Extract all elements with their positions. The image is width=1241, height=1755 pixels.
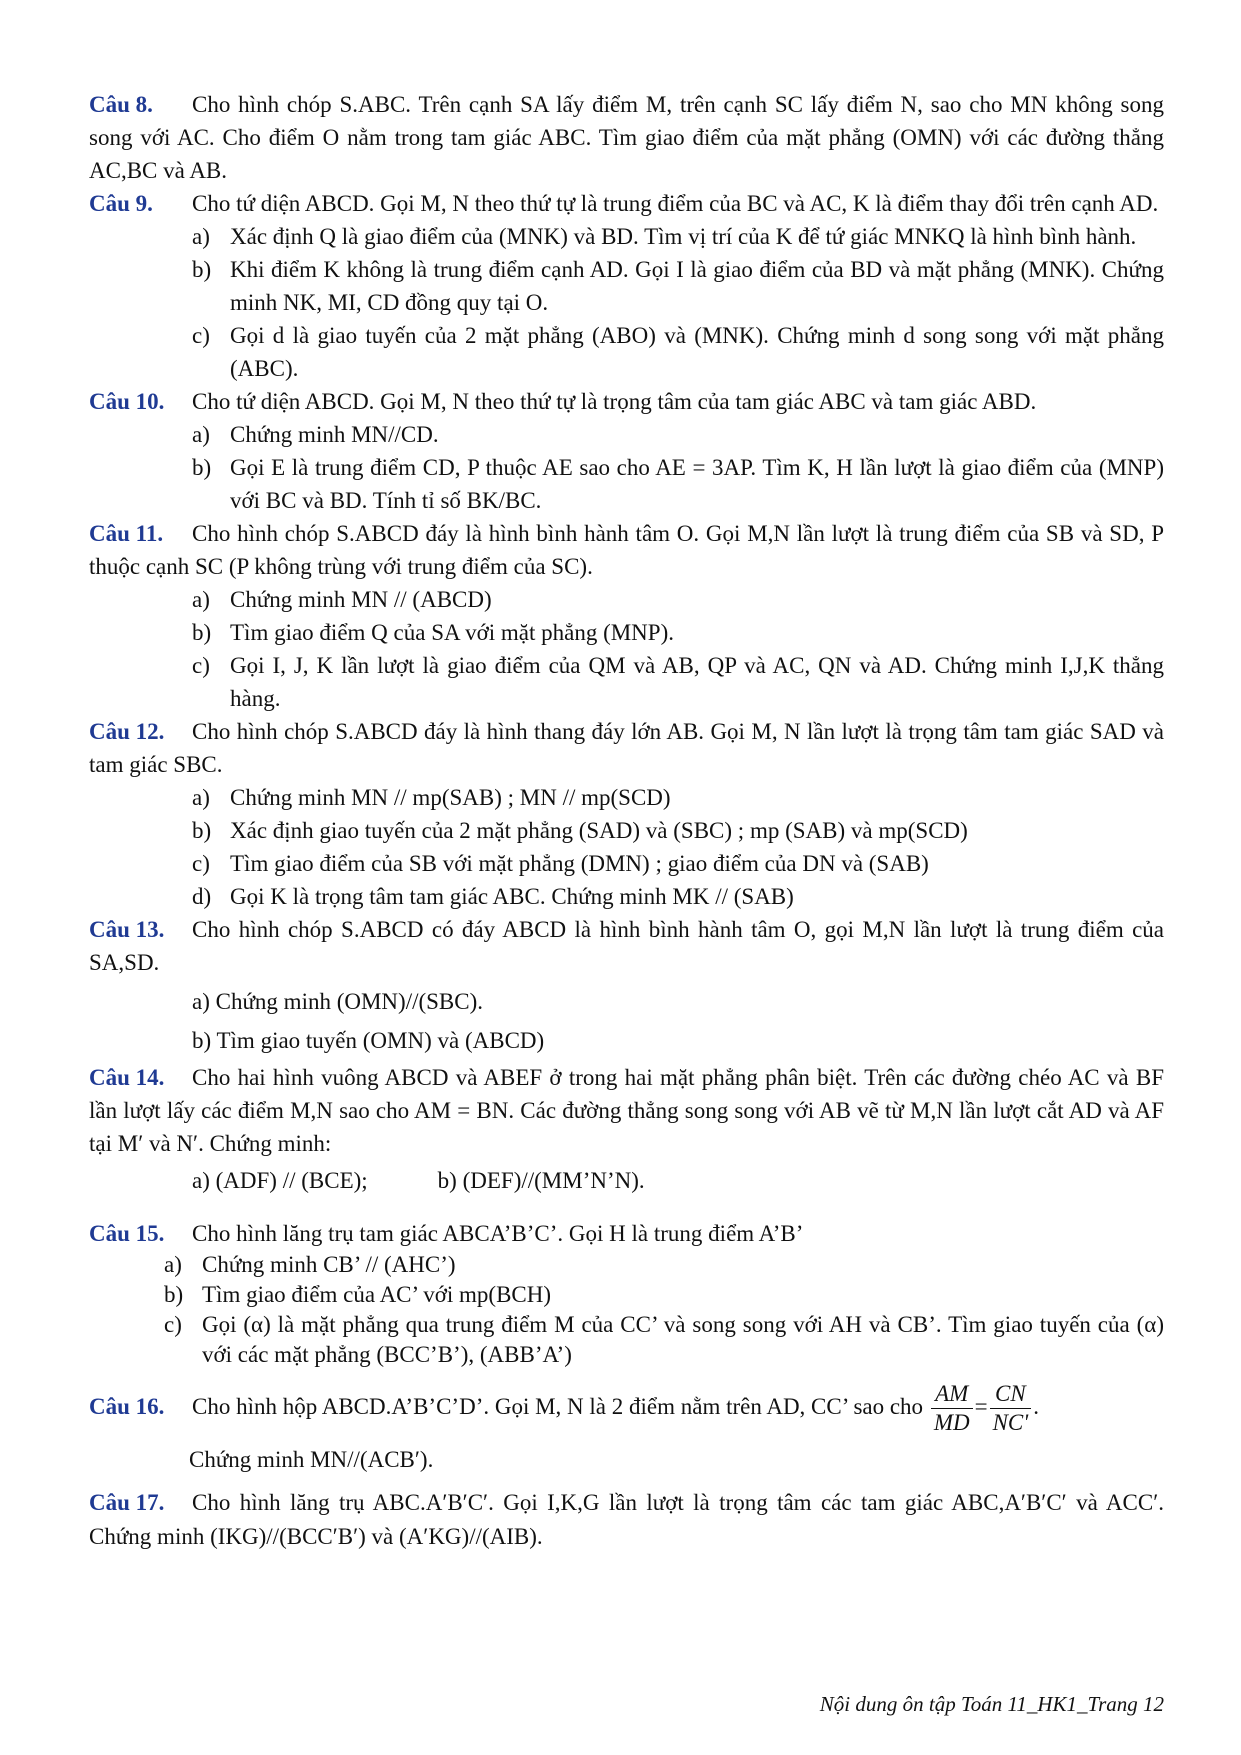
question-text: Cho hình chóp S.ABCD đáy là hình bình hành tâm O. Gọi M,N lần lượt là trung điểm của SB và SD, P thuộc cạnh SC (P không trùng với trung điểm của SC). [89, 521, 1164, 579]
sub-item-text: Gọi E là trung điểm CD, P thuộc AE sao cho AE = 3AP. Tìm K, H lần lượt là giao điểm của (MNP) với BC và BD. Tính tỉ số BK/BC. [230, 455, 1164, 513]
sub-item-marker: a) [192, 587, 210, 612]
question-text: Cho hình chóp S.ABC. Trên cạnh SA lấy điểm M, trên cạnh SC lấy điểm N, sao cho MN không song song với AC. Cho điểm O nằm trong tam giác ABC. Tìm giao điểm của mặt phẳng (OMN) với các đường thẳng AC,BC và AB. [89, 92, 1164, 183]
fraction-numerator: AM [931, 1380, 973, 1409]
content [89, 88, 1164, 1554]
sub-item-marker: a) [192, 224, 210, 249]
question-label: Câu 9. [89, 191, 153, 216]
question-label: Câu 16. [89, 1393, 165, 1419]
question-text: Cho tứ diện ABCD. Gọi M, N theo thứ tự là trọng tâm của tam giác ABC và tam giác ABD. [192, 389, 1037, 414]
question-17 [89, 1486, 1164, 1554]
page-footer: Nội dung ôn tập Toán 11_HK1_Trang 12 [819, 1692, 1164, 1716]
sub-item-text: Gọi d là giao tuyến của 2 mặt phẳng (ABO) và (MNK). Chứng minh d song song với mặt phẳng (ABC). [230, 323, 1164, 381]
question-text: Cho hình chóp S.ABCD đáy là hình thang đáy lớn AB. Gọi M, N lần lượt là trọng tâm tam giác SAD và tam giác SBC. [89, 719, 1164, 777]
question-16 [89, 1380, 1164, 1437]
sub-item-marker: b) [192, 257, 212, 282]
question-label: Câu 17. [89, 1490, 165, 1515]
sub-item-marker: b) [164, 1282, 184, 1307]
sub-item-marker: a) [192, 785, 210, 810]
sub-item [192, 418, 1164, 451]
sub-item-text: Tìm giao điểm Q của SA với mặt phẳng (MNP). [230, 620, 674, 645]
question-12 [89, 715, 1164, 781]
sub-item [192, 253, 1164, 319]
question-text: Cho hình lăng trụ tam giác ABCA’B’C’. Gọi H là trung điểm A’B’ [192, 1221, 804, 1246]
sub-item-marker: a) [164, 1252, 182, 1277]
sub-item-text: Tìm giao điểm của AC’ với mp(BCH) [202, 1282, 552, 1307]
question-8 [89, 88, 1164, 187]
sub-item [192, 616, 1164, 649]
question-text: Cho hình chóp S.ABCD có đáy ABCD là hình bình hành tâm O, gọi M,N lần lượt là trung điểm của SA,SD. [89, 917, 1164, 975]
sub-item [192, 814, 1164, 847]
sub-item: a) Chứng minh (OMN)//(SBC). [192, 989, 484, 1014]
sub-item-text: Chứng minh MN // (ABCD) [230, 587, 492, 612]
sub-item [192, 319, 1164, 385]
sub-item-marker: b) [192, 818, 212, 843]
question-9 [89, 187, 1164, 220]
equals-sign: = [974, 1393, 988, 1419]
sub-item [164, 1250, 1164, 1280]
sub-item-marker: c) [192, 653, 210, 678]
question-text: Cho hình lăng trụ ABC.A′B′C′. Gọi I,K,G lần lượt là trọng tâm các tam giác ABC,A′B′C′ và ACC′. Chứng minh (IKG)//(BCC′B′) và (A′KG)//(AIB). [89, 1490, 1164, 1549]
question-10 [89, 385, 1164, 418]
sub-item-text: Chứng minh MN // mp(SAB) ; MN // mp(SCD) [230, 785, 671, 810]
question-label: Câu 13. [89, 917, 165, 942]
question-label: Câu 11. [89, 521, 164, 546]
sub-item [192, 847, 1164, 880]
sub-item [192, 880, 1164, 913]
sub-item [192, 451, 1164, 517]
sub-item-text: Tìm giao điểm của SB với mặt phẳng (DMN) ; giao điểm của DN và (SAB) [230, 851, 929, 876]
sub-item-text: Khi điểm K không là trung điểm cạnh AD. Gọi I là giao điểm của BD và mặt phẳng (MNK). Chứng minh NK, MI, CD đồng quy tại O. [230, 257, 1164, 315]
question-label: Câu 14. [89, 1065, 165, 1090]
sub-item-b: b) (DEF)//(MM’N’N). [437, 1168, 645, 1193]
question-14 [89, 1061, 1164, 1160]
question-text: Cho tứ diện ABCD. Gọi M, N theo thứ tự là trung điểm của BC và AC, K là điểm thay đổi trên cạnh AD. [192, 191, 1159, 216]
sub-item-marker: d) [192, 884, 212, 909]
sub-item-marker: b) [192, 455, 212, 480]
sub-item-marker: a) [192, 422, 210, 447]
sub-item-text: Chứng minh CB’ // (AHC’) [202, 1252, 456, 1277]
sub-item [164, 1280, 1164, 1310]
sub-item-marker: b) [192, 620, 212, 645]
sub-item-text: Xác định Q là giao điểm của (MNK) và BD. Tìm vị trí của K để tứ giác MNKQ là hình bình hành. [230, 224, 1137, 249]
sub-item: b) Tìm giao tuyến (OMN) và (ABCD) [192, 1028, 545, 1053]
fraction-denominator: MD [933, 1410, 970, 1435]
sub-item [192, 220, 1164, 253]
question-11 [89, 517, 1164, 583]
sub-item-text: Chứng minh MN//CD. [230, 422, 439, 447]
sub-item [164, 1310, 1164, 1370]
question-label: Câu 12. [89, 719, 165, 744]
question-label: Câu 10. [89, 389, 165, 414]
question-text: Cho hình hộp ABCD.A’B’C’D’. Gọi M, N là 2 điểm nằm trên AD, CC’ sao cho [192, 1393, 924, 1419]
sub-item [192, 583, 1164, 616]
question-text: Cho hai hình vuông ABCD và ABEF ở trong hai mặt phẳng phân biệt. Trên các đường chéo AC và BF lần lượt lấy các điểm M,N sao cho AM = BN. Các đường thẳng song song với AB vẽ từ M,N lần lượt cắt AD và AF tại M′ và N′. Chứng minh: [89, 1065, 1164, 1156]
sub-item-text: Gọi (α) là mặt phẳng qua trung điểm M của CC’ và song song với AH và CB’. Tìm giao tuyến của (α) với các mặt phẳng (BCC’B’), (ABB’A’) [202, 1312, 1164, 1367]
sub-item [192, 781, 1164, 814]
fraction-cn-nc [990, 1380, 1032, 1437]
sub-item-a: a) (ADF) // (BCE); [192, 1168, 368, 1193]
sentence-end: . [1033, 1393, 1039, 1419]
sub-item-text: Xác định giao tuyến của 2 mặt phẳng (SAD) và (SBC) ; mp (SAB) và mp(SCD) [230, 818, 968, 843]
sub-items-row [192, 1164, 1164, 1197]
question-label: Câu 8. [89, 92, 153, 117]
question-15 [89, 1217, 1164, 1250]
fraction-am-md [931, 1380, 973, 1437]
sub-item-marker: c) [192, 323, 210, 348]
fraction-denominator: NC' [992, 1410, 1029, 1435]
fraction-numerator: CN [990, 1380, 1032, 1409]
question-13 [89, 913, 1164, 979]
sub-item [192, 649, 1164, 715]
question-label: Câu 15. [89, 1221, 165, 1246]
sub-item-text: Gọi I, J, K lần lượt là giao điểm của QM và AB, QP và AC, QN và AD. Chứng minh I,J,K thẳng hàng. [230, 653, 1164, 711]
sub-item-marker: c) [192, 851, 210, 876]
sub-item-marker: c) [164, 1312, 182, 1337]
proof-line: Chứng minh MN//(ACB′). [189, 1447, 434, 1472]
sub-item-text: Gọi K là trọng tâm tam giác ABC. Chứng minh MK // (SAB) [230, 884, 794, 909]
